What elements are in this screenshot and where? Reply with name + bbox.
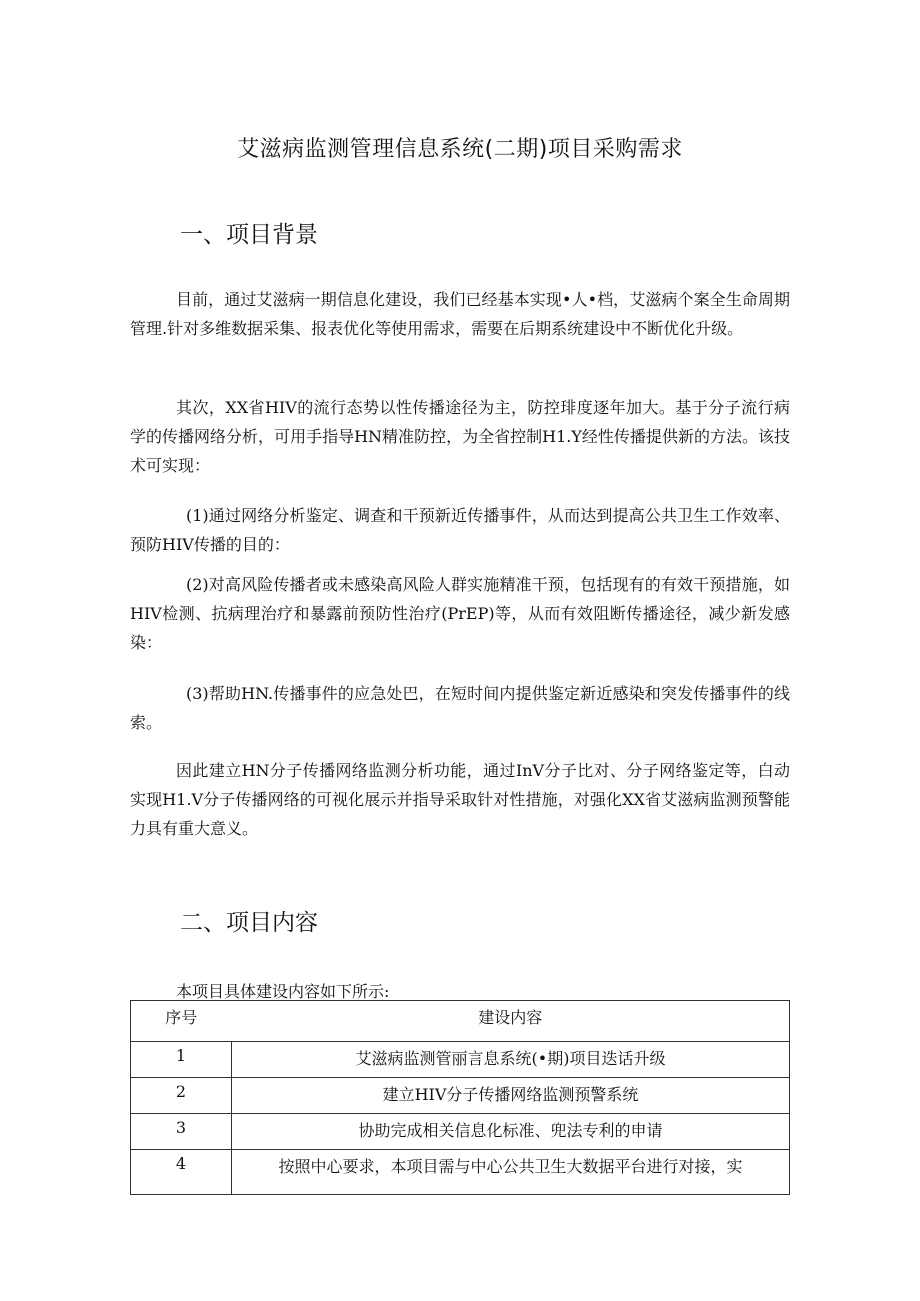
table-row xyxy=(131,1150,790,1195)
row-content: 按照中心要求，本项目需与中心公共卫生大数据平台进行对接，实 xyxy=(232,1150,790,1195)
document-title: 艾滋病监测管理信息系统(二期)项目采购需求 xyxy=(237,137,683,162)
paragraph-item-3: (3)帮助HN.传播事件的应急处巴，在短时间内提供鉴定新近感染和突发传播事件的线索。 xyxy=(130,684,790,732)
row-content: 艾滋病监测管丽言息系统(•期)项目迭话升级 xyxy=(232,1042,790,1078)
header-content: 建设内容 xyxy=(232,1001,790,1042)
table-header-row xyxy=(131,1001,790,1042)
table-row xyxy=(131,1042,790,1078)
table-row xyxy=(131,1114,790,1150)
paragraph-conclusion: 因此建立HN分子传播网络监测分析功能，通过InV分子比对、分子网络鉴定等，白动实现H1.V分子传播网络的可视化展示并指导采取针对性措施，对强化XX省艾滋病监测预警能力具有重大意义。 xyxy=(130,761,790,838)
row-number: 4 xyxy=(131,1150,232,1195)
row-content: 建立HIV分子传播网络监测预警系统 xyxy=(232,1078,790,1114)
paragraph-hiv-trend: 其次，XX省HIV的流行态势以性传播途径为主，防控琲度逐年加大。基于分子流行病学的传播网络分析，可用手指导HN精准防控，为全省控制H1.Y经性传播提供新的方法。该技术可实现： xyxy=(130,398,790,475)
section-heading-content: 二、项目内容 xyxy=(180,910,318,936)
row-content: 协助完成相关信息化标准、兜法专利的申请 xyxy=(232,1114,790,1150)
header-number: 序号 xyxy=(131,1001,232,1042)
row-number: 3 xyxy=(131,1114,232,1150)
content-table xyxy=(130,1000,790,1195)
paragraph-item-1: (1)通过网络分析鉴定、调查和干预新近传播事件，从而达到提高公共卫生工作效率、预防HIV传播的目的： xyxy=(130,506,790,554)
paragraph-intro: 目前，通过艾滋病一期信息化建设，我们已经基本实现•人•档，艾滋病个案全生命周期管理.针对多维数据采集、报表优化等使用需求，需要在后期系统建设中不断优化升级。 xyxy=(130,290,790,338)
paragraph-item-2: (2)对高风险传播者或未感染高风险人群实施精准干预，包括现有的有效干预措施，如HIV检测、抗病理治疗和暴露前预防性治疗(PrEP)等，从而有效阻断传播途径，减少新发感染： xyxy=(130,575,790,652)
row-number: 1 xyxy=(131,1042,232,1078)
table-row xyxy=(131,1078,790,1114)
table-caption: 本项目具体建设内容如下所示: xyxy=(176,982,390,1001)
section-heading-background: 一、项目背景 xyxy=(180,222,318,248)
row-number: 2 xyxy=(131,1078,232,1114)
